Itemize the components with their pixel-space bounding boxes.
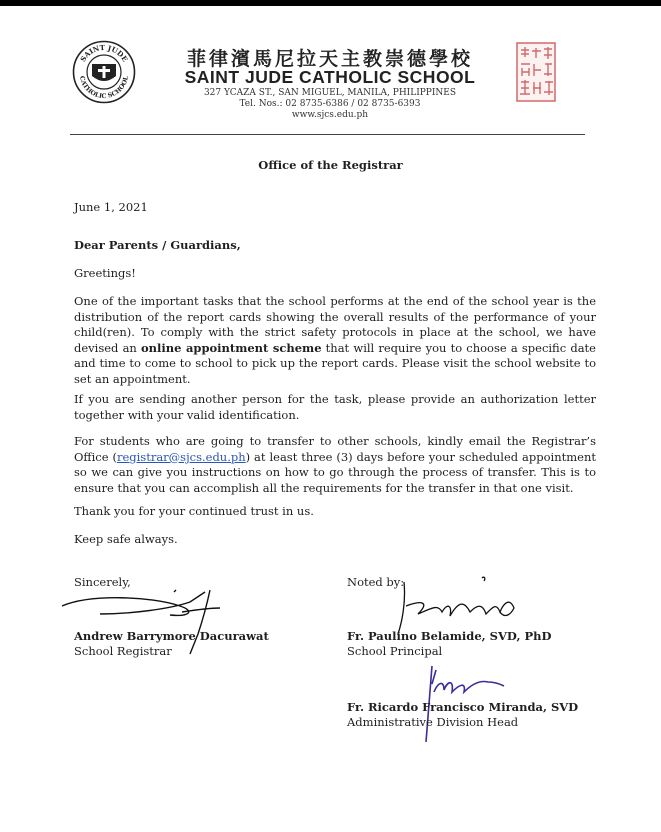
closing: Sincerely, xyxy=(74,575,131,589)
paragraph-transfer: For students who are going to transfer to other schools, kindly email the Registrar’s Office (registrar@sjcs.edu.ph) at least three (3) days before your scheduled appointment so we can give you instructions on how to go through the process of transfer. This is to ensure that you can accomplish all the requirements for the transfer in that one visit. xyxy=(74,434,597,495)
top-border xyxy=(0,0,661,6)
header-divider xyxy=(70,134,585,135)
school-phone: Tel. Nos.: 02 8735-6386 / 02 8735-6393 xyxy=(239,99,421,109)
keep-safe-line: Keep safe always. xyxy=(74,532,178,546)
thanks-line: Thank you for your continued trust in us. xyxy=(74,504,314,518)
red-stamp-logo xyxy=(516,42,556,102)
salutation: Dear Parents / Guardians, xyxy=(74,238,241,252)
registrar-name: Andrew Barrymore Dacurawat xyxy=(74,629,269,643)
registrar-email-link[interactable]: registrar@sjcs.edu.ph xyxy=(116,449,246,464)
svg-text:SAINT JUDE: SAINT JUDE xyxy=(78,42,130,64)
paragraph-authorization: If you are sending another person for the task, please provide an authorization letter together with your valid identification. xyxy=(74,392,596,422)
svg-text:CATHOLIC SCHOOL: CATHOLIC SCHOOL xyxy=(78,75,130,101)
registrar-title: School Registrar xyxy=(74,644,172,658)
school-chinese-name: 菲律濱馬尼拉天主教崇德學校 xyxy=(186,48,473,70)
admin-head-name: Fr. Ricardo Francisco Miranda, SVD xyxy=(347,700,579,714)
school-name: SAINT JUDE CATHOLIC SCHOOL xyxy=(184,67,476,87)
noted-by-label: Noted by: xyxy=(347,575,405,589)
school-website: www.sjcs.edu.ph xyxy=(291,110,369,120)
paragraph-appointment: One of the important tasks that the school performs at the end of the school year is the distribution of the report cards showing the overall results of the performance of your child(ren). To comply with the strict safety protocols in place at the school, we have devised an online appointment scheme that will require you to choose a specific date and time to come to school to pick up the report cards. Please visit the school website to set an appointment. xyxy=(74,294,596,386)
principal-title: School Principal xyxy=(347,644,443,658)
online-appointment-highlight: online appointment scheme xyxy=(141,340,322,355)
greeting: Greetings! xyxy=(74,266,136,280)
admin-head-title: Administrative Division Head xyxy=(347,715,519,729)
school-address: 327 YCAZA ST., SAN MIGUEL, MANILA, PHILIPPINES xyxy=(203,88,457,98)
letter-date: June 1, 2021 xyxy=(74,200,148,214)
school-seal-logo xyxy=(72,40,136,104)
office-title: Office of the Registrar xyxy=(258,158,403,172)
principal-name: Fr. Paulino Belamide, SVD, PhD xyxy=(347,629,552,643)
